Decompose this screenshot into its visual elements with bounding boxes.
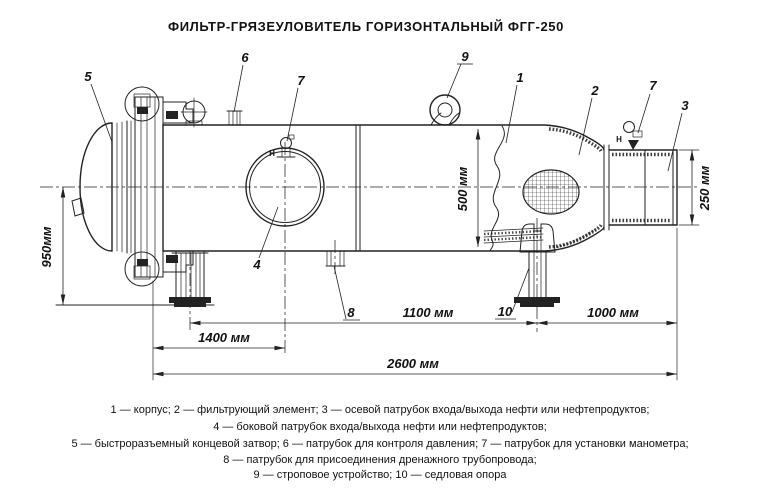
- callout-2: 2: [591, 83, 599, 98]
- callout-9: 9: [461, 49, 469, 64]
- dim-height-to-axis: 950мм: [39, 226, 54, 268]
- dim-nozzle-diameter: 250 мм: [697, 165, 712, 211]
- fitting-mark-right: Н: [616, 135, 622, 144]
- dim-right-overhang: 1000 мм: [587, 305, 639, 320]
- dimension-lines: [56, 129, 699, 380]
- legend-line-1: 1 — корпус; 2 — фильтрующий элемент; 3 — осевой патрубок входа/выхода нефти или нефтепродуктов;: [110, 404, 650, 416]
- dim-shell-diameter: 500 мм: [455, 166, 470, 212]
- drain-nozzle: [326, 251, 345, 266]
- callout-7-left: 7: [297, 73, 305, 88]
- legend-line-2: 4 — боковой патрубок входа/выхода нефти или нефтепродуктов;: [213, 421, 547, 433]
- axial-nozzle: [604, 145, 677, 230]
- gauge-fitting-left: [277, 135, 295, 157]
- callout-4: 4: [253, 257, 261, 272]
- quick-release-closure: [125, 87, 207, 286]
- pressure-control-nozzle: [227, 111, 242, 125]
- filter-element: [523, 170, 579, 214]
- legend-line-3: 5 — быстроразъемный концевой затвор; 6 — патрубок для контроля давления; 7 — патрубок для установки манометра;: [71, 438, 689, 450]
- dim-left-section: 1400 мм: [198, 330, 250, 345]
- callout-8: 8: [347, 305, 355, 320]
- lifting-lug: [430, 95, 460, 125]
- dim-support-span: 1100 мм: [402, 305, 454, 320]
- dim-overall-length: 2600 мм: [387, 356, 439, 371]
- callout-7-right: 7: [649, 78, 657, 93]
- legend-line-4: 8 — патрубок для присоединения дренажного трубопровода;: [223, 454, 537, 466]
- callout-5: 5: [84, 69, 92, 84]
- callout-10: 10: [497, 304, 513, 319]
- callout-3: 3: [681, 98, 689, 113]
- centerlines: [40, 142, 700, 356]
- gauge-fitting-right: [624, 122, 643, 151]
- legend: [71, 404, 688, 481]
- callout-1: 1: [516, 70, 524, 85]
- legend-line-5: 9 — строповое устройство; 10 — седловая опора: [253, 469, 507, 481]
- drawing-title: ФИЛЬТР-ГРЯЗЕУЛОВИТЕЛЬ ГОРИЗОНТАЛЬНЫЙ ФГГ-250: [168, 19, 564, 34]
- fitting-mark-left: Н: [269, 149, 275, 158]
- callout-6: 6: [241, 50, 249, 65]
